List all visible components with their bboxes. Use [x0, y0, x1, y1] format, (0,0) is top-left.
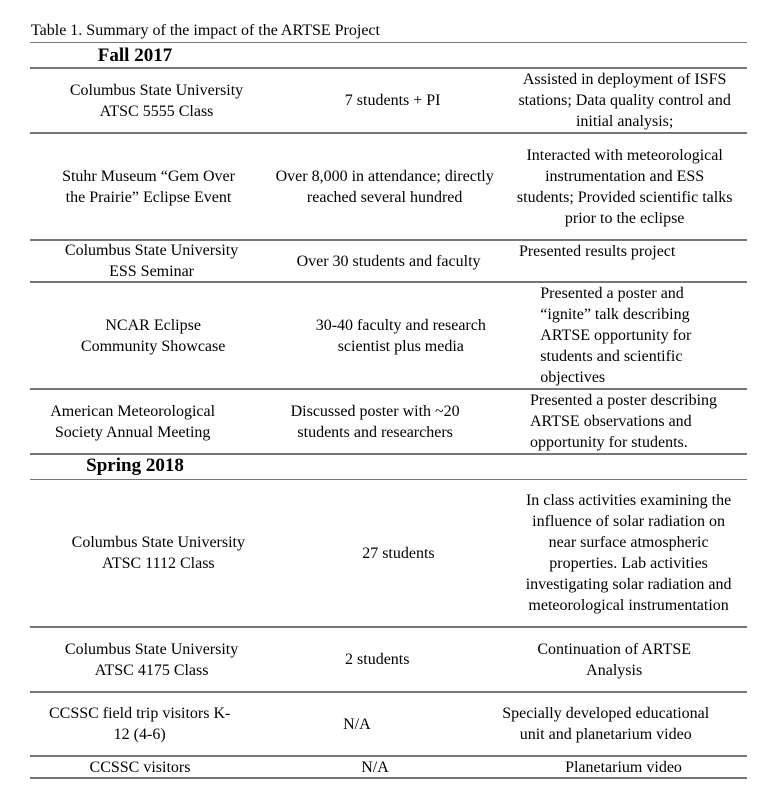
- reach-cell: N/A: [343, 715, 371, 733]
- event-cell: Columbus State University ESS Seminar: [64, 242, 239, 280]
- table-row: [30, 241, 747, 281]
- table-top-rule: [30, 42, 747, 43]
- reach-cell: Over 8,000 in attendance; directly reached several hundred: [275, 167, 494, 206]
- event-cell: American Meteorological Society Annual Meeting: [50, 402, 216, 441]
- reach-cell: 7 students + PI: [344, 92, 441, 109]
- section-title-spring-2018: Spring 2018: [86, 455, 184, 476]
- activity-cell: In class activities examining the influence of solar radiation on near surface atmospheric properties. Lab activities investigating solar radiation and meteorological instrumentation: [525, 492, 732, 614]
- activity-cell: Presented a poster describing ARTSE observations and opportunity for students.: [529, 392, 718, 451]
- activity-cell: Presented results project: [518, 243, 676, 260]
- table-row: [30, 283, 747, 388]
- activity-cell: Continuation of ARTSE Analysis: [537, 640, 692, 679]
- reach-cell: 2 students: [345, 651, 410, 668]
- event-cell: Columbus State University ATSC 4175 Class: [64, 640, 239, 679]
- reach-cell: 30-40 faculty and research scientist plus media: [315, 316, 486, 355]
- event-cell: CCSSC visitors: [89, 758, 191, 776]
- event-cell: Columbus State University ATSC 1112 Class: [71, 534, 245, 572]
- section-title-fall-2017: Fall 2017: [97, 45, 173, 66]
- table-row: [30, 134, 747, 239]
- table-row: [30, 390, 747, 453]
- activity-cell: Assisted in deployment of ISFS stations; Data quality control and initial analysis;: [518, 71, 731, 130]
- reach-cell: Discussed poster with ~20 students and researchers: [290, 402, 460, 441]
- event-cell: Columbus State University ATSC 5555 Class: [69, 81, 244, 120]
- reach-cell: N/A: [361, 758, 389, 776]
- reach-cell: Over 30 students and faculty: [296, 252, 481, 270]
- table-row: [30, 757, 747, 777]
- table-caption: Table 1. Summary of the impact of the ARTSE Project: [31, 22, 380, 39]
- table-bottom-rule: [30, 777, 747, 779]
- event-cell: NCAR Eclipse Community Showcase: [80, 316, 226, 355]
- table-row: [30, 693, 747, 755]
- event-cell: CCSSC field trip visitors K-12 (4-6): [48, 705, 231, 743]
- reach-cell: 27 students: [362, 544, 435, 562]
- activity-cell: Presented a poster and “ignite” talk describing ARTSE opportunity for students and scientific objectives: [540, 285, 692, 386]
- activity-cell: Interacted with meteorological instrumentation and ESS students; Provided scientific talks prior to the eclipse: [516, 146, 733, 227]
- table-row: [30, 69, 747, 132]
- table-row: [30, 480, 747, 626]
- event-cell: Stuhr Museum “Gem Over the Prairie” Eclipse Event: [62, 167, 235, 206]
- activity-cell: Specially developed educational unit and planetarium video: [502, 705, 710, 743]
- activity-cell: Planetarium video: [565, 758, 682, 776]
- table-row: [30, 628, 747, 691]
